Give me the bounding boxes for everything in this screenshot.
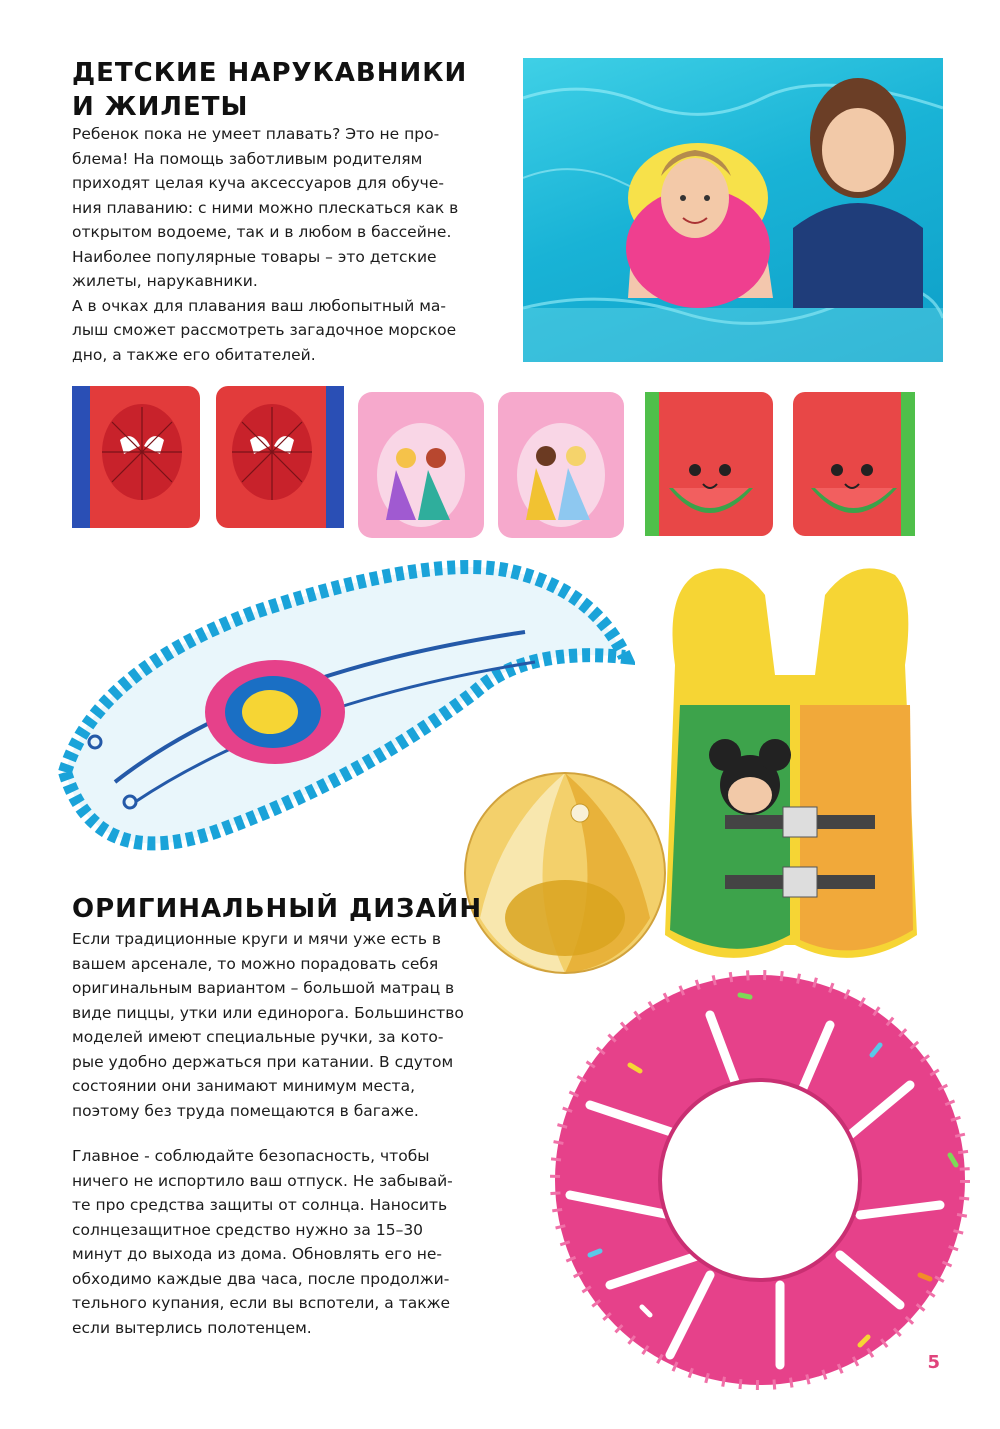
donut-swim-ring: [530, 955, 990, 1399]
armbands-watermelon: [645, 388, 915, 544]
section-title-design: ОРИГИНАЛЬНЫЙ ДИЗАЙН: [72, 894, 483, 924]
section-body-design: Если традиционные круги и мячи уже есть в вашем арсенале, то можно порадовать себя оригинальным вариантом – большой матрац в виде пиццы, утки или единорога. Большинство моделей имеют специальные ручки, за кото- рые удобно держаться при катании. В сдутом состоянии они занимают минимум места, поэтому без труда помещаются в багаже.: [72, 930, 464, 1120]
section-body-safety: Главное - соблюдайте безопасность, чтобы ничего не испортило ваш отпуск. Не забывай- те про средства защиты от солнца. Наносить солнцезащитное средство нужно за 15–30 минут до выхода из дома. Обновлять его не- обходимо каждые два часа, после продолжи- тельного купания, если вы вспотели, а также если вытерлись полотенцем.: [72, 1147, 453, 1337]
armbands-princess: [358, 390, 626, 544]
section-title-armbands: ДЕТСКИЕ НАРУКАВНИКИ И ЖИЛЕТЫ: [72, 58, 468, 122]
pool-photo: [523, 58, 943, 362]
page-number: 5: [927, 1352, 940, 1373]
beach-ball: [460, 768, 670, 982]
section-body-armbands: Ребенок пока не умеет плавать? Это не про- блема! На помощь заботливым родителям приходят целая куча аксессуаров для обуче- ния плаванию: с ними можно плескаться как в открытом водоеме, так и в любом в бассейне. Наиболее популярные товары – это детские жилеты, нарукавники. А в очках для плавания ваш любопытный ма- лыш сможет рассмотреть загадочное морское дно, а также его обитателей.: [72, 125, 459, 364]
disney-vest: [655, 555, 925, 979]
armbands-spiderman: [72, 382, 347, 536]
